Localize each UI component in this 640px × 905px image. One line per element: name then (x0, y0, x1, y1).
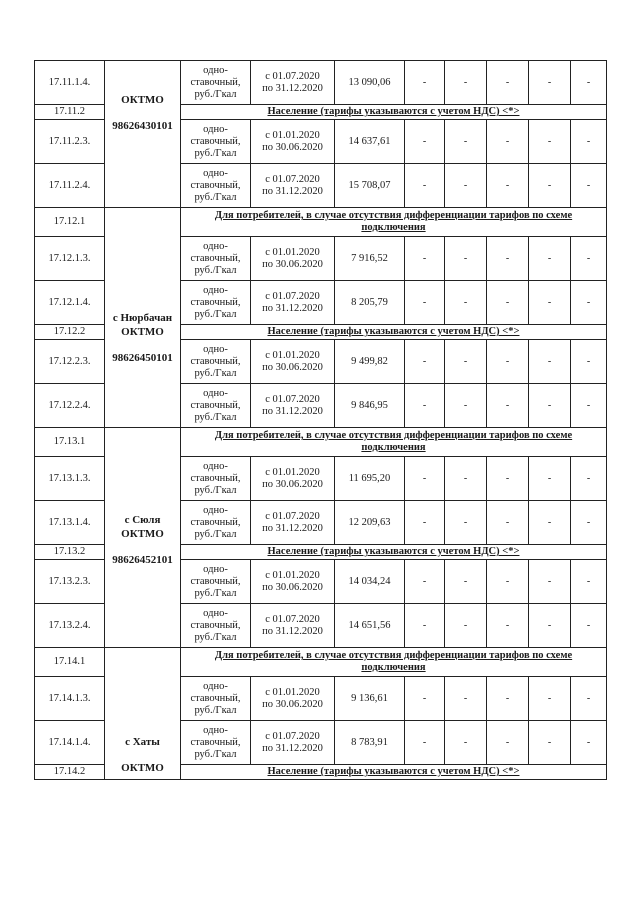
tariff-period: с 01.07.2020 по 31.12.2020 (251, 281, 335, 325)
tariff-period: с 01.07.2020 по 31.12.2020 (251, 384, 335, 428)
empty-cell: - (529, 384, 571, 428)
tariff-period: с 01.01.2020 по 30.06.2020 (251, 457, 335, 501)
tariff-table (34, 60, 607, 780)
empty-cell: - (405, 61, 445, 105)
tariff-type: одно- ставочный, руб./Гкал (181, 120, 251, 164)
tariff-value: 9 846,95 (335, 384, 405, 428)
empty-cell: - (571, 677, 607, 721)
empty-cell: - (487, 501, 529, 545)
tariff-type: одно- ставочный, руб./Гкал (181, 677, 251, 721)
empty-cell: - (405, 384, 445, 428)
empty-cell: - (487, 560, 529, 604)
empty-cell: - (487, 340, 529, 384)
empty-cell: - (405, 281, 445, 325)
empty-cell: - (529, 340, 571, 384)
row-id: 17.12.1.4. (35, 281, 105, 325)
section-header (181, 765, 607, 780)
empty-cell: - (529, 61, 571, 105)
tariff-value: 7 916,52 (335, 237, 405, 281)
row-id: 17.11.2.4. (35, 164, 105, 208)
section-header-text: Население (тарифы указываются с учетом НДС) <*> (267, 106, 520, 117)
tariff-type: одно- ставочный, руб./Гкал (181, 501, 251, 545)
row-id: 17.12.2.3. (35, 340, 105, 384)
tariff-period: с 01.01.2020 по 30.06.2020 (251, 120, 335, 164)
row-id: 17.11.2 (35, 105, 105, 120)
empty-cell: - (487, 164, 529, 208)
empty-cell: - (445, 120, 487, 164)
section-header-text: Население (тарифы указываются с учетом НДС) <*> (267, 326, 520, 337)
location-line: 98626450101 (112, 352, 173, 364)
location-line: с Хаты (125, 736, 160, 748)
empty-cell: - (487, 237, 529, 281)
empty-cell: - (529, 721, 571, 765)
empty-cell: - (445, 457, 487, 501)
tariff-type: одно- ставочный, руб./Гкал (181, 560, 251, 604)
empty-cell: - (445, 677, 487, 721)
tariff-value: 15 708,07 (335, 164, 405, 208)
empty-cell: - (571, 560, 607, 604)
empty-cell: - (571, 604, 607, 648)
tariff-value: 14 651,56 (335, 604, 405, 648)
empty-cell: - (405, 340, 445, 384)
empty-cell: - (571, 120, 607, 164)
row-id: 17.13.2 (35, 545, 105, 560)
row-id: 17.12.1 (35, 208, 105, 237)
tariff-value: 8 783,91 (335, 721, 405, 765)
empty-cell: - (487, 120, 529, 164)
empty-cell: - (487, 677, 529, 721)
empty-cell: - (529, 560, 571, 604)
empty-cell: - (445, 560, 487, 604)
empty-cell: - (529, 604, 571, 648)
row-id: 17.14.2 (35, 765, 105, 780)
empty-cell: - (571, 501, 607, 545)
empty-cell: - (445, 501, 487, 545)
empty-cell: - (571, 281, 607, 325)
tariff-type: одно- ставочный, руб./Гкал (181, 61, 251, 105)
row-id: 17.14.1.4. (35, 721, 105, 765)
empty-cell: - (571, 721, 607, 765)
tariff-period: с 01.07.2020 по 31.12.2020 (251, 501, 335, 545)
tariff-value: 9 136,61 (335, 677, 405, 721)
tariff-type: одно- ставочный, руб./Гкал (181, 457, 251, 501)
tariff-value: 13 090,06 (335, 61, 405, 105)
tariff-period: с 01.01.2020 по 30.06.2020 (251, 560, 335, 604)
tariff-value: 8 205,79 (335, 281, 405, 325)
table-row (35, 648, 607, 677)
row-id: 17.14.1.3. (35, 677, 105, 721)
section-header-text: Население (тарифы указываются с учетом НДС) <*> (267, 766, 520, 777)
row-id: 17.13.1.3. (35, 457, 105, 501)
section-header (181, 545, 607, 560)
empty-cell: - (487, 384, 529, 428)
tariff-value: 11 695,20 (335, 457, 405, 501)
empty-cell: - (487, 721, 529, 765)
location-line: ОКТМО (121, 528, 164, 540)
empty-cell: - (405, 560, 445, 604)
row-id: 17.14.1 (35, 648, 105, 677)
empty-cell: - (529, 501, 571, 545)
row-id: 17.11.1.4. (35, 61, 105, 105)
tariff-type: одно- ставочный, руб./Гкал (181, 340, 251, 384)
tariff-period: с 01.01.2020 по 30.06.2020 (251, 677, 335, 721)
table-row (35, 208, 607, 237)
empty-cell: - (405, 677, 445, 721)
section-header (181, 648, 607, 677)
empty-cell: - (487, 457, 529, 501)
location-line: ОКТМО (121, 326, 164, 338)
tariff-type: одно- ставочный, руб./Гкал (181, 721, 251, 765)
empty-cell: - (529, 281, 571, 325)
location-line: ОКТМО (121, 762, 164, 774)
location-line: 98626452101 (112, 554, 173, 566)
empty-cell: - (445, 340, 487, 384)
location-cell (105, 208, 181, 428)
empty-cell: - (445, 281, 487, 325)
empty-cell: - (445, 164, 487, 208)
tariff-period: с 01.07.2020 по 31.12.2020 (251, 61, 335, 105)
tariff-value: 14 637,61 (335, 120, 405, 164)
empty-cell: - (487, 61, 529, 105)
section-header (181, 208, 607, 237)
empty-cell: - (445, 61, 487, 105)
empty-cell: - (571, 340, 607, 384)
empty-cell: - (445, 237, 487, 281)
location-line: с Нюрбачан (112, 312, 173, 324)
empty-cell: - (445, 721, 487, 765)
empty-cell: - (571, 457, 607, 501)
location-line: 98626430101 (112, 120, 173, 132)
row-id: 17.12.1.3. (35, 237, 105, 281)
section-header-text: Для потребителей, в случае отсутствия дифференциации тарифов по схеме подключения (214, 210, 573, 233)
empty-cell: - (445, 384, 487, 428)
empty-cell: - (405, 604, 445, 648)
tariff-type: одно- ставочный, руб./Гкал (181, 164, 251, 208)
tariff-value: 12 209,63 (335, 501, 405, 545)
section-header (181, 428, 607, 457)
empty-cell: - (571, 164, 607, 208)
empty-cell: - (405, 164, 445, 208)
empty-cell: - (487, 281, 529, 325)
row-id: 17.13.1 (35, 428, 105, 457)
tariff-period: с 01.07.2020 по 31.12.2020 (251, 604, 335, 648)
tariff-type: одно- ставочный, руб./Гкал (181, 281, 251, 325)
location-cell (105, 428, 181, 648)
empty-cell: - (529, 237, 571, 281)
empty-cell: - (529, 164, 571, 208)
empty-cell: - (529, 457, 571, 501)
tariff-table-page (34, 60, 606, 780)
empty-cell: - (405, 457, 445, 501)
tariff-value: 9 499,82 (335, 340, 405, 384)
tariff-period: с 01.01.2020 по 30.06.2020 (251, 237, 335, 281)
empty-cell: - (405, 721, 445, 765)
tariff-period: с 01.07.2020 по 31.12.2020 (251, 164, 335, 208)
empty-cell: - (571, 61, 607, 105)
tariff-type: одно- ставочный, руб./Гкал (181, 237, 251, 281)
tariff-type: одно- ставочный, руб./Гкал (181, 384, 251, 428)
empty-cell: - (445, 604, 487, 648)
tariff-period: с 01.01.2020 по 30.06.2020 (251, 340, 335, 384)
location-line: с Сюля (124, 514, 161, 526)
empty-cell: - (405, 237, 445, 281)
section-header-text: Для потребителей, в случае отсутствия дифференциации тарифов по схеме подключения (214, 650, 573, 673)
section-header-text: Для потребителей, в случае отсутствия дифференциации тарифов по схеме подключения (214, 430, 573, 453)
empty-cell: - (529, 120, 571, 164)
section-header-text: Население (тарифы указываются с учетом НДС) <*> (267, 546, 520, 557)
tariff-period: с 01.07.2020 по 31.12.2020 (251, 721, 335, 765)
row-id: 17.11.2.3. (35, 120, 105, 164)
table-row (35, 61, 607, 105)
empty-cell: - (529, 677, 571, 721)
empty-cell: - (405, 501, 445, 545)
section-header (181, 325, 607, 340)
table-row (35, 428, 607, 457)
row-id: 17.13.2.4. (35, 604, 105, 648)
row-id: 17.12.2 (35, 325, 105, 340)
row-id: 17.12.2.4. (35, 384, 105, 428)
empty-cell: - (405, 120, 445, 164)
row-id: 17.13.1.4. (35, 501, 105, 545)
empty-cell: - (487, 604, 529, 648)
empty-cell: - (571, 237, 607, 281)
location-line: ОКТМО (121, 94, 164, 106)
empty-cell: - (571, 384, 607, 428)
section-header (181, 105, 607, 120)
location-cell (105, 648, 181, 780)
tariff-type: одно- ставочный, руб./Гкал (181, 604, 251, 648)
tariff-value: 14 034,24 (335, 560, 405, 604)
row-id: 17.13.2.3. (35, 560, 105, 604)
location-cell (105, 61, 181, 208)
